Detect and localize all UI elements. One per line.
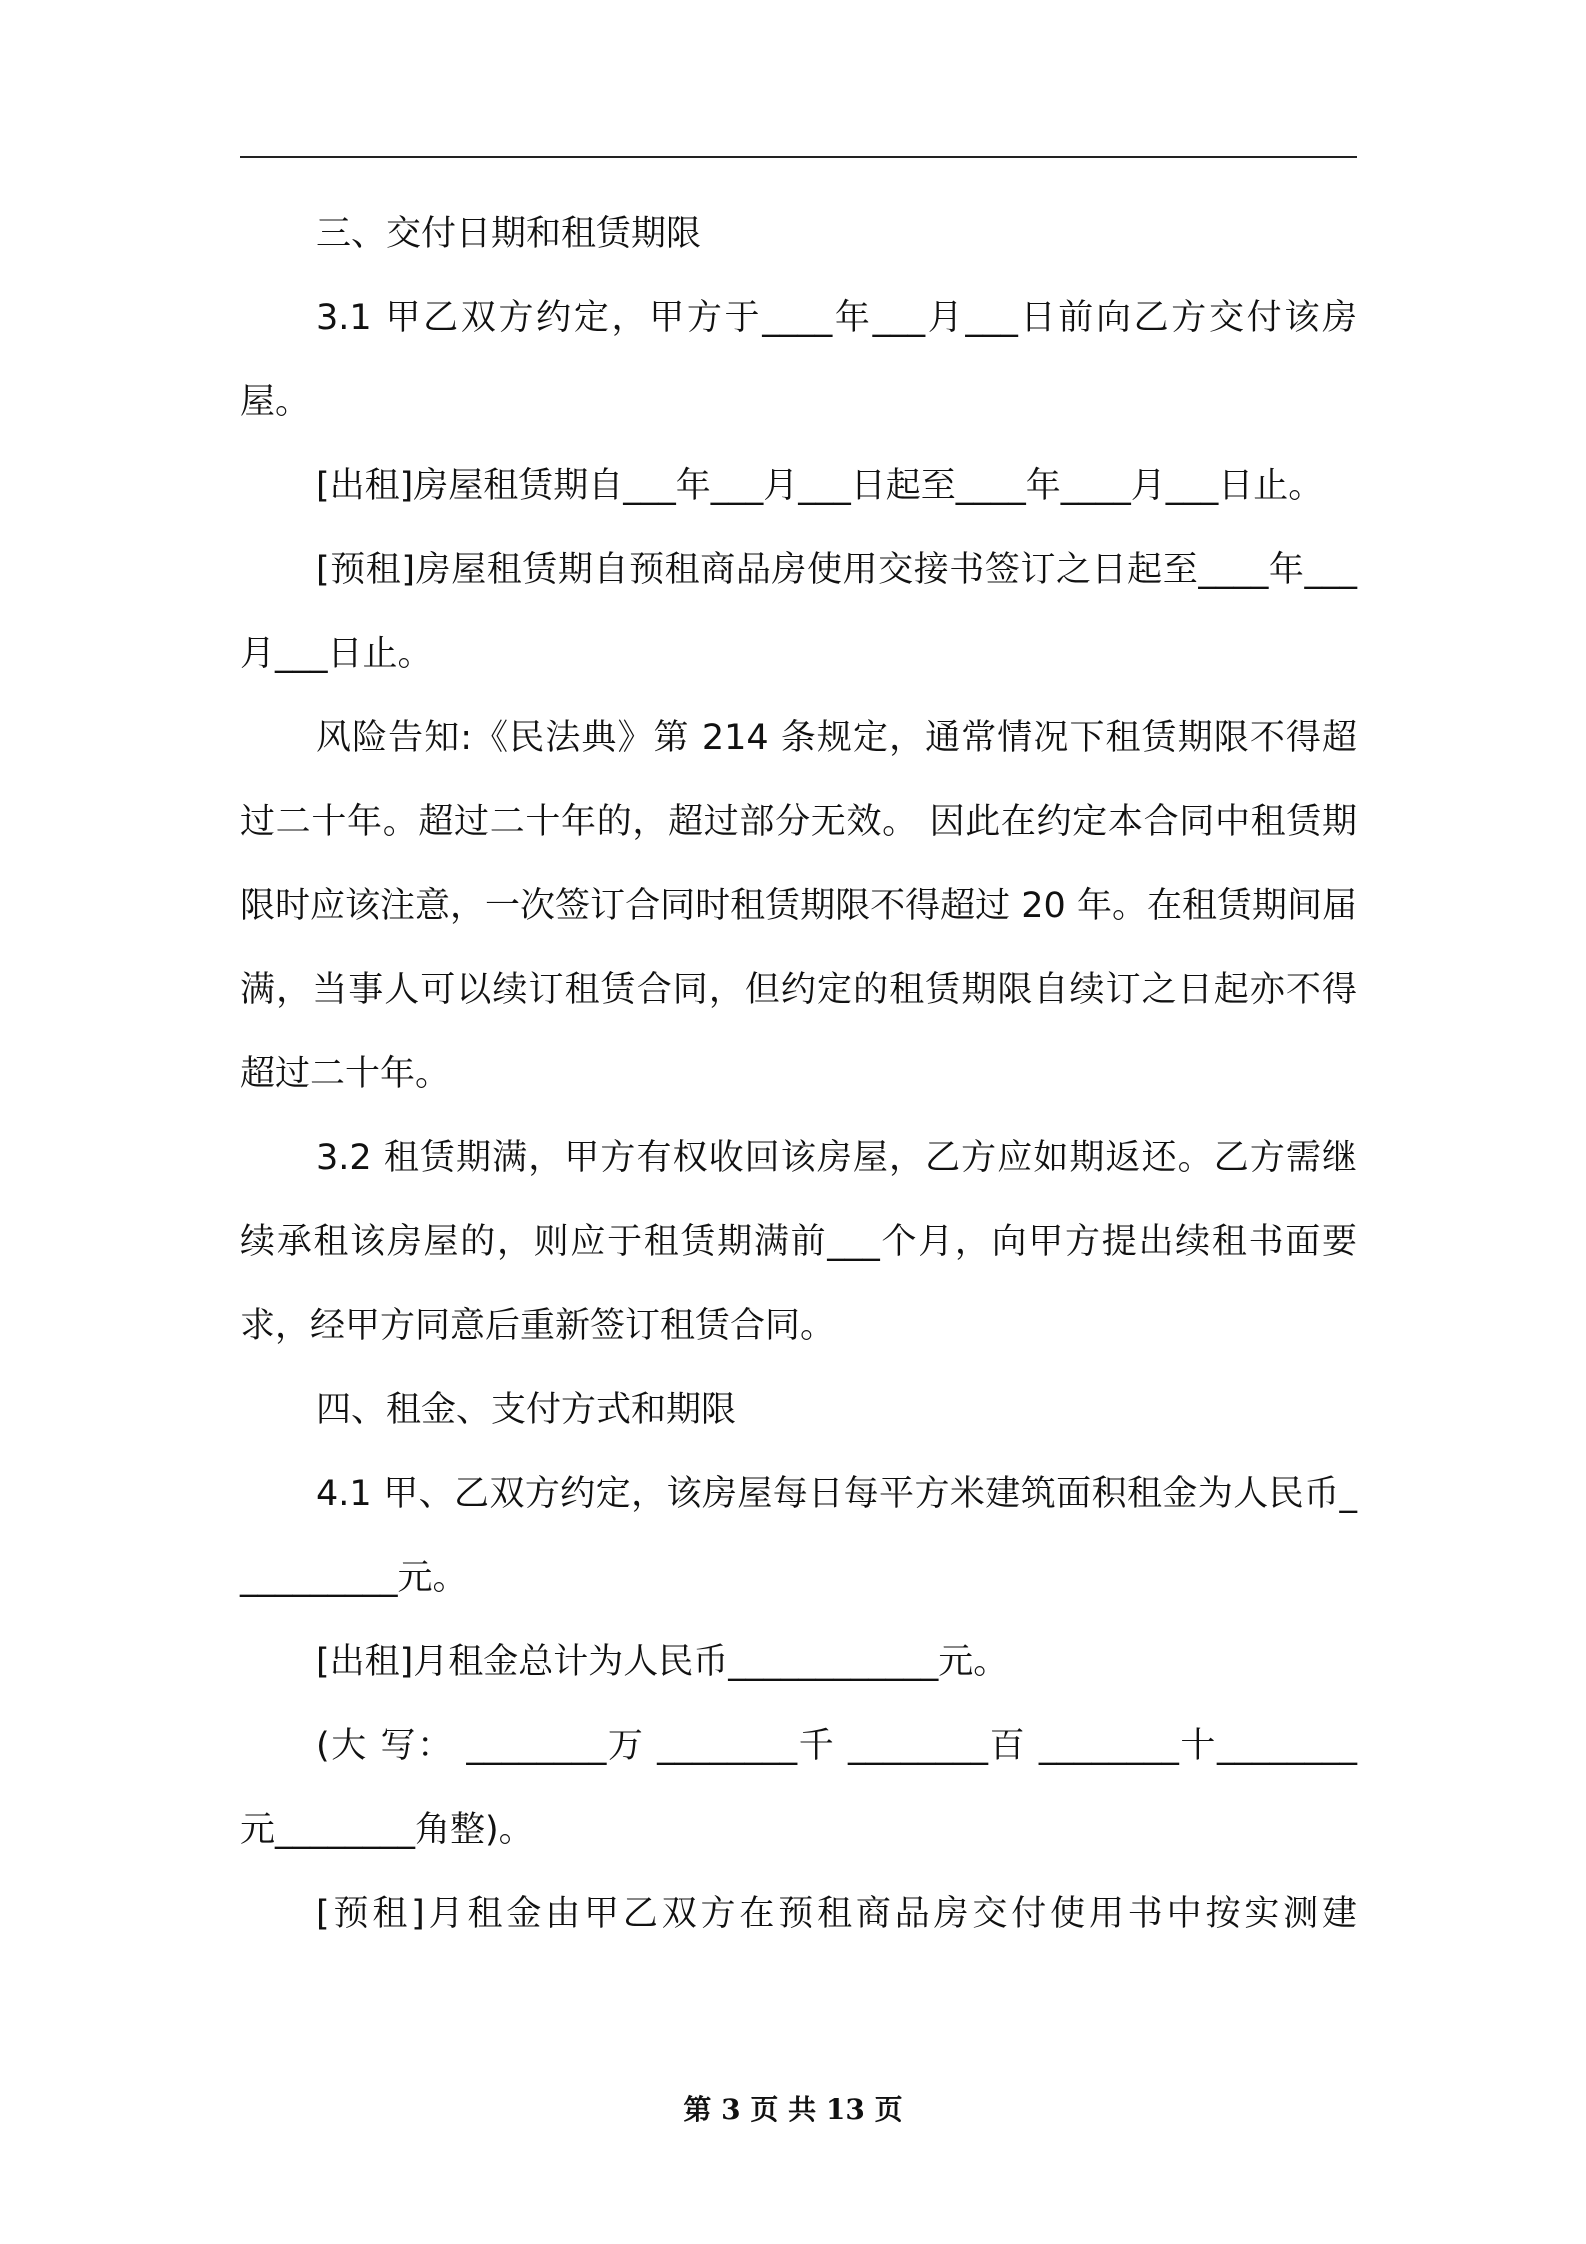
header-rule	[240, 156, 1357, 158]
section-heading-delivery: 三、交付日期和租赁期限	[316, 214, 702, 254]
clause-lease-term: [出租]房屋租赁期自___年___月___日起至____年____月___日止。	[316, 466, 1324, 506]
clause-rent-in-words: (大 写： ________万 ________千 ________百 ________十________元________角整)。	[240, 1726, 1357, 1850]
clause-prelease-rent: [预租]月租金由甲乙双方在预租商品房交付使用书中按实测建	[316, 1894, 1357, 1934]
risk-notice: 风险告知:《民法典》第 214 条规定，通常情况下租赁期限不得超过二十年。超过二十年的，超过部分无效。 因此在约定本合同中租赁期限时应该注意，一次签订合同时租赁期限不得超过 20 年。在租赁期间届满，当事人可以续订租赁合同，但约定的租赁期限自续订之日起亦不得超过二十年。	[240, 718, 1357, 1094]
clause-monthly-rent: [出租]月租金总计为人民币____________元。	[316, 1642, 1009, 1682]
clause-3-2: 3.2 租赁期满，甲方有权收回该房屋，乙方应如期返还。乙方需继续承租该房屋的，则应于租赁期满前___个月，向甲方提出续租书面要求，经甲方同意后重新签订租赁合同。	[240, 1138, 1357, 1346]
clause-4-1: 4.1 甲、乙双方约定，该房屋每日每平方米建筑面积租金为人民币__________元。	[240, 1474, 1357, 1598]
document-body	[240, 192, 1357, 1956]
page-footer: 第 3 页 共 13 页	[683, 2093, 903, 2126]
clause-3-1: 3.1 甲乙双方约定，甲方于____年___月___日前向乙方交付该房屋。	[240, 298, 1357, 422]
section-heading-rent: 四、租金、支付方式和期限	[316, 1390, 737, 1430]
clause-prelease-term: [预租]房屋租赁期自预租商品房使用交接书签订之日起至____年___月___日止。	[240, 550, 1357, 674]
